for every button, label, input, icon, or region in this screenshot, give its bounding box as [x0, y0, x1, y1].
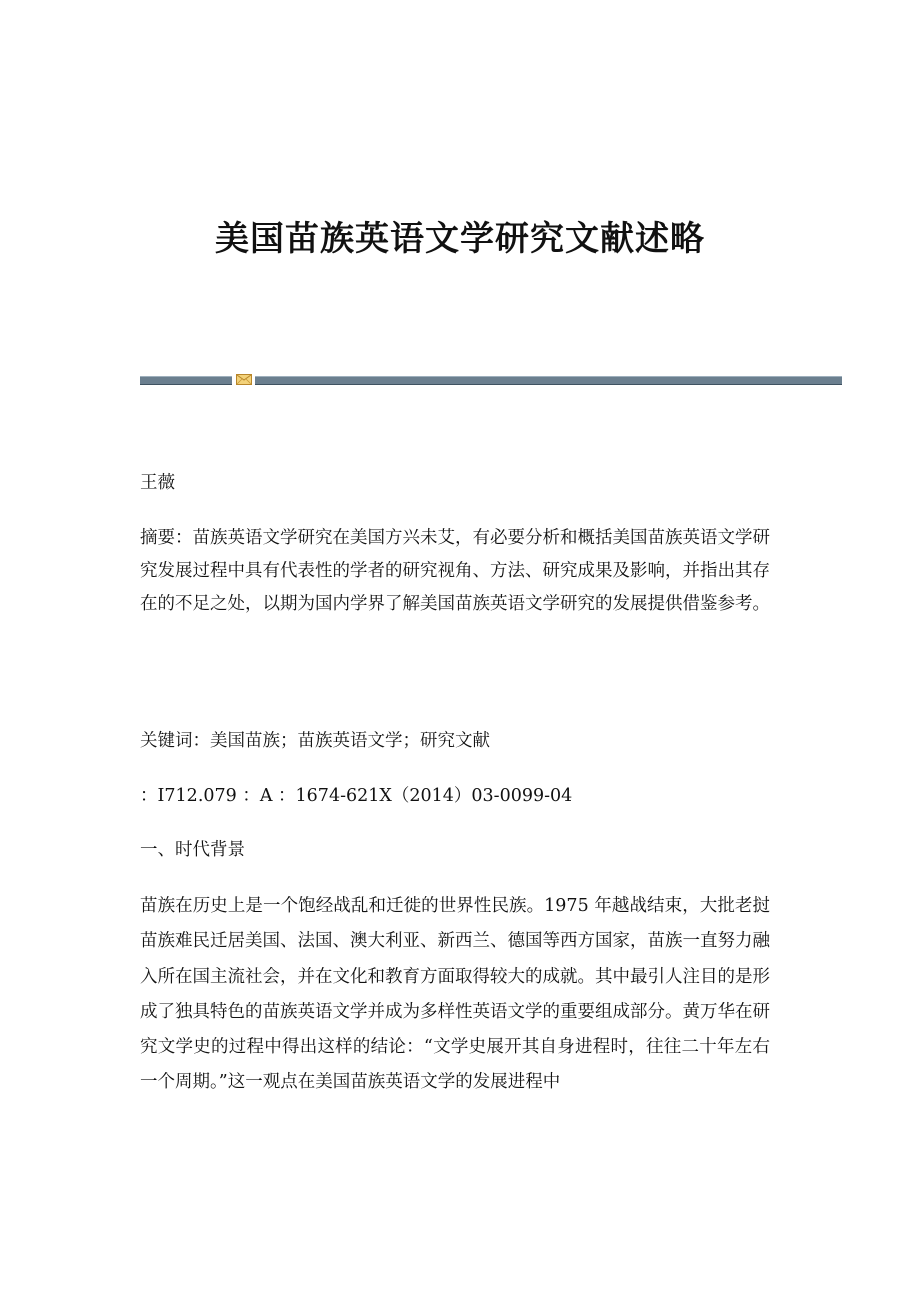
title-divider — [140, 374, 842, 384]
ornament-icon — [236, 374, 252, 385]
abstract-paragraph: 摘要：苗族英语文学研究在美国方兴未艾，有必要分析和概括美国苗族英语文学研究发展过程中具有代表性的学者的研究视角、方法、研究成果及影响，并指出其存在的不足之处，以期为国内学界了解美国苗族英语文学研究的发展提供借鉴参考。 — [140, 528, 770, 614]
divider-bar-left — [140, 376, 232, 385]
keywords-line: 关键词：美国苗族；苗族英语文学；研究文献 — [140, 731, 490, 751]
section-heading: 一、时代背景 — [140, 840, 245, 860]
classification-line: ：I712.079 ：A ：1674-621X（2014）03-0099-04 — [140, 786, 573, 806]
document-title: 美国苗族英语文学研究文献述略 — [215, 219, 705, 259]
author-name: 王薇 — [140, 473, 175, 493]
divider-bar-right — [255, 376, 842, 385]
body-paragraph: 苗族在历史上是一个饱经战乱和迁徙的世界性民族。1975 年越战结束，大批老挝苗族难民迁居美国、法国、澳大利亚、新西兰、德国等西方国家，苗族一直努力融入所在国主流社会，并在文化和教育方面取得较大的成就。其中最引人注目的是形成了独具特色的苗族英语文学并成为多样性英语文学的重要组成部分。黄万华在研究文学史的过程中得出这样的结论：“文学史展开其自身进程时，往往二十年左右一个周期。”这一观点在美国苗族英语文学的发展进程中 — [140, 896, 770, 1093]
